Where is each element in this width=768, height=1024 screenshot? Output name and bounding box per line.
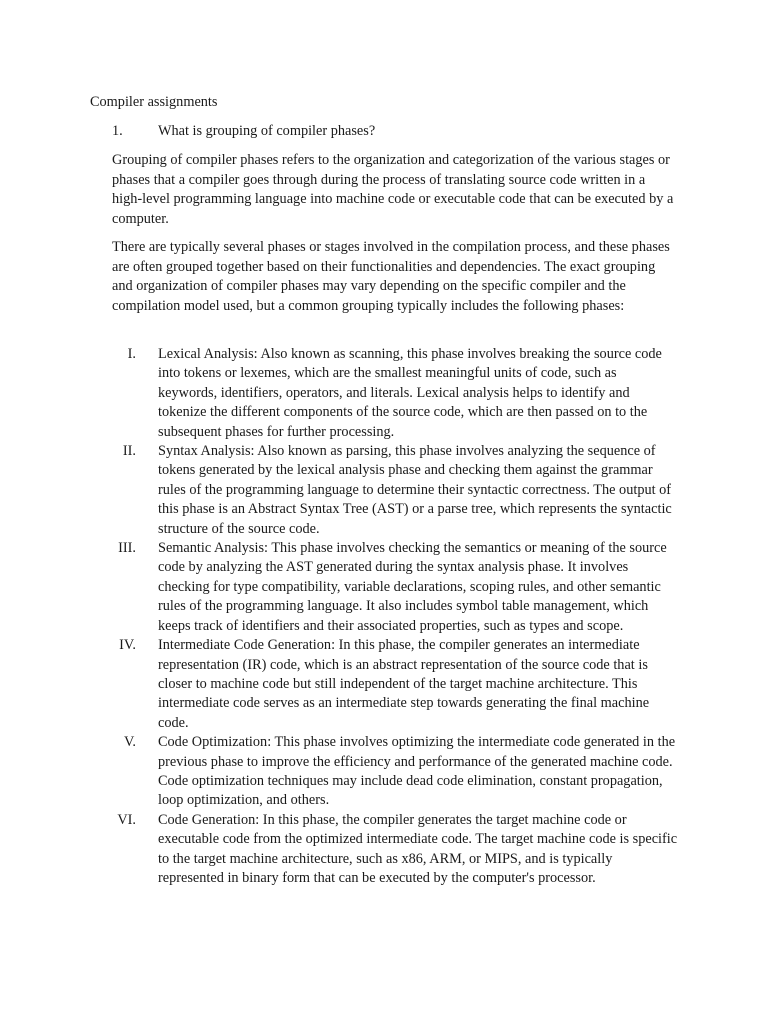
phase-numeral: IV. <box>119 637 136 654</box>
phase-description: Semantic Analysis: This phase involves checking the semantics or meaning of the source code by analyzing the AST generated during the syntax analysis phase. It involves checking for type compatibility, variable declarations, scoping rules, and other semantic rules of the programming language. It also includes symbol table management, which keeps track of identifiers and their associated properties, such as types and scope. <box>158 540 667 634</box>
phase-item-code-generation <box>112 811 692 889</box>
grouping-paragraph: There are typically several phases or stages involved in the compilation process, and these phases are often grouped together based on their functionalities and dependencies. The exact grouping and organization of compiler phases may vary depending on the specific compiler and the compilation model used, but a common grouping typically includes the following phases: <box>112 239 670 314</box>
question-number: 1. <box>112 123 123 139</box>
intro-paragraph: Grouping of compiler phases refers to the organization and categorization of the various stages or phases that a compiler goes through during the process of translating source code written in a high-level programming language into machine code or executable code that can be executed by a computer. <box>112 152 674 227</box>
phase-numeral: I. <box>127 346 136 362</box>
phase-numeral: III. <box>118 540 136 557</box>
phase-description: Lexical Analysis: Also known as scanning, this phase involves breaking the source code into tokens or lexemes, which are the smallest meaningful units of code, such as keywords, identifiers, operators, and literals. Lexical analysis helps to identify and tokenize the different components of the source code, which are then passed on to the subsequent phases for further processing. <box>158 346 662 440</box>
phase-description: Code Generation: In this phase, the compiler generates the target machine code or executable code from the optimized intermediate code. The target machine code is specific to the target machine architecture, such as x86, ARM, or MIPS, and is typically represented in binary form that can be executed by the computer's processor. <box>158 811 678 886</box>
phase-numeral: V. <box>123 734 136 751</box>
phase-numeral: VI. <box>117 811 136 828</box>
phase-description: Code Optimization: This phase involves optimizing the intermediate code generated in the previous phase to improve the efficiency and performance of the generated machine code. Code optimization techniques may include dead code elimination, constant propagation, loop optimization, and others. <box>158 734 676 809</box>
phase-numeral: II. <box>122 443 136 460</box>
question-text: What is grouping of compiler phases? <box>158 123 376 139</box>
phase-item-syntax-analysis <box>112 442 692 539</box>
phase-description: Syntax Analysis: Also known as parsing, this phase involves analyzing the sequence of tokens generated by the lexical analysis phase and checking them against the grammar rules of the programming language to determine their syntactic correctness. The output of this phase is an Abstract Syntax Tree (AST) or a parse tree, which represents the syntactic structure of the source code. <box>158 443 672 537</box>
phase-description: Intermediate Code Generation: In this phase, the compiler generates an intermediate representation (IR) code, which is an abstract representation of the source code that is closer to machine code but still independent of the target machine architecture. This intermediate code serves as an intermediate step towards generating the final machine code. <box>158 637 650 731</box>
phase-item-intermediate-code-generation <box>112 636 692 733</box>
phase-list <box>112 345 692 888</box>
document-title: Compiler assignments <box>90 94 218 110</box>
phase-item-code-optimization <box>112 733 692 811</box>
phase-item-semantic-analysis <box>112 539 692 636</box>
phase-item-lexical-analysis <box>112 345 692 442</box>
